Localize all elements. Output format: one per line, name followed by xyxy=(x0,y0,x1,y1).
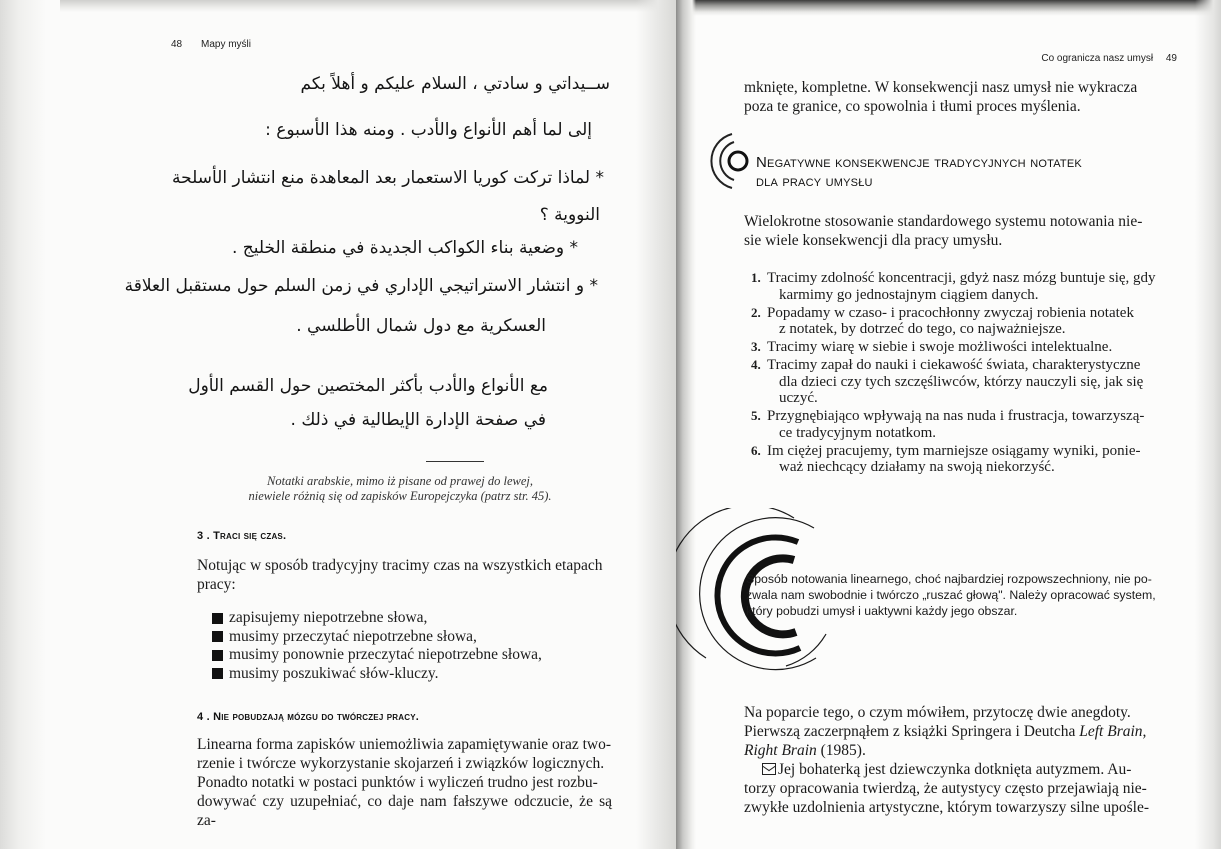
list-item xyxy=(751,270,1176,303)
book-title: Right Brain xyxy=(744,742,817,759)
note-line: Sposób notowania linearnego, choć najbardziej rozpowszechniony, nie po- xyxy=(746,572,1152,586)
list-item xyxy=(751,339,1176,356)
gutter-shadow-right xyxy=(676,0,696,849)
text-line: Wielokrotne stosowanie standardowego systemu notowania nie- xyxy=(744,213,1143,230)
section-heading-text: Traci się czas. xyxy=(213,530,287,542)
caption-line: niewiele różnią się od zapisków Europejczyka (patrz str. 45). xyxy=(248,489,552,503)
item-line: z notatek, by dotrzeć do tego, co najważniejsze. xyxy=(779,321,1066,337)
arabic-line: مع الأنواع والأدب بأكثر المختصين حول القسم الأول xyxy=(188,376,548,396)
arabic-line: إلى لما أهم الأنواع والأدب . ومنه هذا الأسبوع : xyxy=(265,120,592,140)
arabic-line: في صفحة الإدارة الإيطالية في ذلك . xyxy=(290,410,546,430)
section-dot: . xyxy=(203,711,214,723)
section-number: 3 xyxy=(197,530,204,542)
figure-caption xyxy=(200,474,600,504)
item-line: Tracimy wiarę w siebie i swoje możliwości intelektualne. xyxy=(767,339,1113,355)
section-title-line: dla pracy umysłu xyxy=(756,173,873,190)
item-line: Tracimy zdolność koncentracji, gdyż nasz mózg buntuje się, gdy xyxy=(767,270,1156,286)
text-line: zwykłe uzdolnienia artystyczne, którym towarzyszy silne upośle- xyxy=(744,799,1150,816)
section-4-text xyxy=(197,735,612,830)
text-line: poza te granice, co spowolnia i tłumi proces myślenia. xyxy=(744,98,1081,115)
text-line: mknięte, kompletne. W konsekwencji nasz umysł nie wykracza xyxy=(744,79,1138,96)
anecdote-text xyxy=(744,703,1172,817)
text-span: Jej bohaterką jest dziewczynka dotknięta autyzmem. Au- xyxy=(778,761,1132,778)
text-line: rzenie i twórcze wykorzystanie skojarzeń i związków logicznych. xyxy=(197,755,605,772)
list-item xyxy=(212,609,542,628)
list-item-text: musimy poszukiwać słów-kluczy. xyxy=(229,664,439,682)
list-item xyxy=(751,305,1176,338)
item-line: ce tradycyjnym notatkom. xyxy=(779,424,937,441)
arabic-line: النووية ؟ xyxy=(539,205,600,225)
scan-edge-right xyxy=(1195,0,1221,849)
book-year: (1985). xyxy=(816,742,866,759)
envelope-icon xyxy=(762,763,776,775)
scan-edge-top xyxy=(676,0,1221,16)
item-line: Popadamy w czaso- i pracochłonny zwyczaj robienia notatek xyxy=(767,304,1134,321)
scan-edge-top xyxy=(60,0,676,12)
text-line xyxy=(744,722,1172,741)
text-line xyxy=(744,741,1172,760)
text-line xyxy=(744,760,1172,779)
item-number: 5. xyxy=(751,408,761,423)
gutter-shadow-left xyxy=(636,0,676,849)
page-number-left: 48 xyxy=(171,39,183,50)
caption-rule xyxy=(426,461,484,462)
item-line: karmimy go jednostajnym ciągiem danych. xyxy=(779,286,1039,303)
item-number: 6. xyxy=(751,442,761,458)
arabic-line: * و انتشار الاستراتيجي الإداري في زمن السلم حول مستقبل العلاقة xyxy=(124,276,598,296)
square-bullet-icon xyxy=(212,613,223,624)
item-line: Im ciężej pracujemy, tym marniejsze osiągamy wyniki, ponie- xyxy=(767,442,1141,459)
caption-line: Notatki arabskie, mimo iż pisane od prawej do lewej, xyxy=(267,474,533,488)
text-line: torzy opracowania twierdzą, że autystycy często przejawiają nie- xyxy=(744,780,1147,797)
text-line: sie wiele konsekwencji dla pracy umysłu. xyxy=(744,232,1003,249)
text-line: dowywać czy uzupełniać, co daje nam fałszywe odczucie, że są za- xyxy=(197,793,612,829)
item-line: Przygnębiająco wpływają na nas nuda i frustracja, towarzyszą- xyxy=(767,408,1145,424)
list-item xyxy=(212,628,542,647)
continuation-text xyxy=(744,78,1172,116)
section-heading-text: Nie pobudzają mózgu do twórczej pracy. xyxy=(213,711,419,723)
arabic-line: العسكرية مع دول شمال الأطلسي . xyxy=(296,316,546,336)
arabic-line: * وضعية بناء الكواكب الجديدة في منطقة الخليج . xyxy=(231,238,578,258)
section-intro xyxy=(744,212,1169,250)
text-line: Ponadto notatki w postaci punktów i wyliczeń trudno jest rozbu- xyxy=(197,774,598,791)
book-title: Left Brain, xyxy=(1079,723,1147,740)
section-3-heading xyxy=(197,530,286,542)
text-line: Na poparcie tego, o czym mówiłem, przytoczę dwie anegdoty. xyxy=(744,704,1131,721)
list-item xyxy=(751,443,1176,476)
list-item xyxy=(751,357,1176,407)
text-line: Linearna forma zapisków uniemożliwia zapamiętywanie oraz two- xyxy=(197,736,612,753)
consequences-list xyxy=(751,270,1176,477)
square-bullet-icon xyxy=(212,668,223,679)
item-line: dla dzieci czy tych szczęśliwców, którzy nauczyli się, jak się xyxy=(779,373,1144,390)
text-span: Pierwszą zaczerpnąłem z książki Springera i Deutcha xyxy=(744,723,1080,740)
running-head-left: Mapy myśli xyxy=(201,39,252,50)
page-number-right: 49 xyxy=(1165,53,1177,64)
list-item-text: musimy ponownie przeczytać niepotrzebne słowa, xyxy=(229,646,542,663)
item-line: waż niechcący działamy na swoją niekorzyść. xyxy=(779,459,1055,475)
section-dot: . xyxy=(203,530,214,542)
list-item xyxy=(751,408,1176,441)
arabic-line: * لماذا تركت كوريا الاستعمار بعد المعاهدة منع انتشار الأسلحة xyxy=(172,168,604,188)
highlight-note xyxy=(746,571,1166,619)
list-item xyxy=(212,646,542,665)
item-line: Tracimy zapał do nauki i ciekawość świata, charakterystyczne xyxy=(767,357,1141,373)
section-title-line: Negatywne konsekwencje tradycyjnych notatek xyxy=(756,154,1082,171)
section-arc-icon xyxy=(696,128,756,194)
note-line: który pobudzi umysł i uaktywni każdy jego obszar. xyxy=(746,604,1018,618)
running-head-text: Co ogranicza nasz umysł xyxy=(1041,53,1154,64)
arabic-line: ســيداتي و سادتي ، السلام عليكم و أهلاً بكم xyxy=(300,74,610,94)
time-loss-list xyxy=(212,609,542,683)
square-bullet-icon xyxy=(212,650,223,661)
item-number: 4. xyxy=(751,357,761,372)
note-line: zwala nam swobodnie i twórczo „ruszać głową". Należy opracować system, xyxy=(746,588,1156,602)
section-title xyxy=(756,153,1186,191)
section-4-heading xyxy=(197,711,419,723)
section-number: 4 xyxy=(197,711,204,723)
list-item-text: musimy przeczytać niepotrzebne słowa, xyxy=(229,627,477,645)
right-page xyxy=(676,0,1221,849)
item-number: 1. xyxy=(751,270,761,285)
item-number: 2. xyxy=(751,304,761,320)
scan-edge-left xyxy=(0,0,46,849)
list-item xyxy=(212,665,542,684)
section-3-intro: Notując w sposób tradycyjny tracimy czas na wszystkich etapach pracy: xyxy=(197,557,603,593)
running-head-right xyxy=(1041,53,1177,64)
square-bullet-icon xyxy=(212,631,223,642)
list-item-text: zapisujemy niepotrzebne słowa, xyxy=(229,609,428,626)
item-line: uczyć. xyxy=(779,390,818,406)
item-number: 3. xyxy=(751,339,761,354)
